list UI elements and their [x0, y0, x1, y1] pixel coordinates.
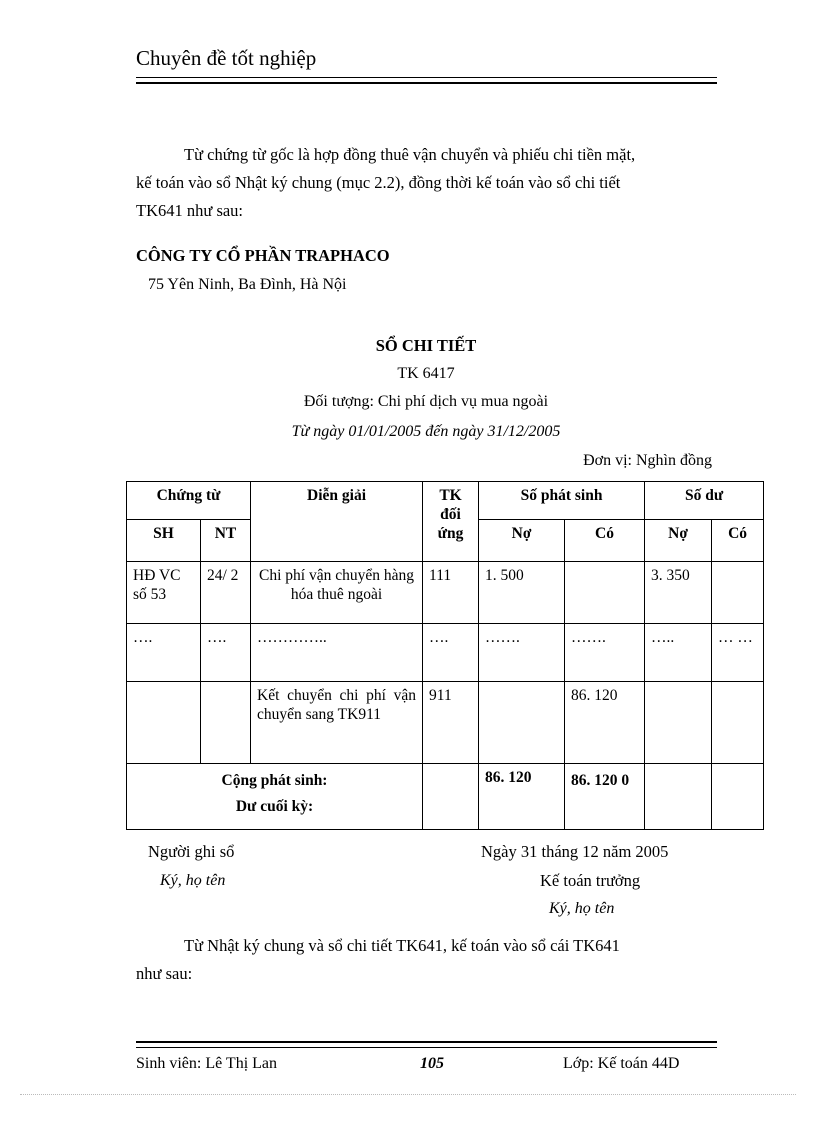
- total-arising-label: Cộng phát sinh:: [221, 772, 328, 789]
- cell-sh: ….: [127, 624, 201, 682]
- cell-contra-account: [423, 764, 479, 830]
- cell-balance-credit: … …: [712, 624, 764, 682]
- total-debit: 86. 120: [479, 764, 565, 830]
- header-balance-credit: Có: [712, 520, 764, 562]
- ledger-account: TK 6417: [397, 365, 455, 382]
- intro-line: TK641 như sau:: [136, 201, 244, 220]
- header-voucher: Chứng từ: [127, 482, 251, 520]
- page-edge: [20, 1094, 796, 1095]
- chief-accountant-sign-note: Ký, họ tên: [549, 900, 615, 917]
- footer-class: Lớp: Kế toán 44D: [563, 1055, 680, 1072]
- outro-line: Từ Nhật ký chung và sổ chi tiết TK641, kế toán vào sổ cái TK641: [184, 936, 620, 955]
- document-header-title: Chuyên đề tốt nghiệp: [136, 46, 317, 70]
- cell-balance-debit: [645, 682, 712, 764]
- cell-balance-debit: 3. 350: [645, 562, 712, 624]
- recorder-sign-note: Ký, họ tên: [160, 872, 226, 889]
- cell-debit: …….: [479, 624, 565, 682]
- table-row: [127, 624, 764, 682]
- ledger-title: SỔ CHI TIẾT: [375, 336, 477, 355]
- page-number: 105: [420, 1055, 444, 1072]
- recorder-title: Người ghi sổ: [148, 842, 235, 861]
- cell-contra-account: 911: [423, 682, 479, 764]
- intro-line: Từ chứng từ gốc là hợp đồng thuê vận chuyển và phiếu chi tiền mặt,: [184, 145, 636, 164]
- header-balance: Số dư: [645, 482, 764, 520]
- totals-label: [127, 764, 423, 830]
- header-contra-account: TK đối ứng: [423, 482, 479, 562]
- ledger-unit: Đơn vị: Nghìn đồng: [583, 452, 712, 469]
- ledger-table: [126, 481, 764, 830]
- totals-row: [127, 764, 764, 830]
- company-name: CÔNG TY CỔ PHẦN TRAPHACO: [136, 246, 390, 265]
- header-balance-debit: Nợ: [645, 520, 712, 562]
- cell-credit: [565, 562, 645, 624]
- outro-line: như sau:: [136, 964, 193, 983]
- cell-credit: 86. 120: [565, 682, 645, 764]
- outro-paragraph: [136, 932, 716, 988]
- intro-paragraph: [136, 141, 716, 225]
- cell-sh: HĐ VC số 53: [127, 562, 201, 624]
- ledger-period: Từ ngày 01/01/2005 đến ngày 31/12/2005: [291, 423, 561, 440]
- header-debit: Nợ: [479, 520, 565, 562]
- cell-debit: [479, 682, 565, 764]
- cell-balance-credit: [712, 682, 764, 764]
- cell-debit: 1. 500: [479, 562, 565, 624]
- cell-nt: ….: [201, 624, 251, 682]
- signature-date: Ngày 31 tháng 12 năm 2005: [481, 842, 669, 861]
- cell-balance-credit: [712, 562, 764, 624]
- header-sh: SH: [127, 520, 201, 562]
- cell-nt: 24/ 2: [201, 562, 251, 624]
- table-row: [127, 562, 764, 624]
- header-description: Diễn giải: [251, 482, 423, 562]
- header-divider: [136, 77, 717, 84]
- header-nt: NT: [201, 520, 251, 562]
- cell-description: …………..: [251, 624, 423, 682]
- footer-student: Sinh viên: Lê Thị Lan: [136, 1055, 278, 1072]
- header-arising: Số phát sinh: [479, 482, 645, 520]
- company-address: 75 Yên Ninh, Ba Đình, Hà Nội: [148, 276, 347, 293]
- cell-contra-account: 111: [423, 562, 479, 624]
- closing-balance-label: Dư cuối kỳ:: [235, 798, 314, 815]
- footer-divider: [136, 1041, 717, 1048]
- table-row: [127, 682, 764, 764]
- cell-credit: …….: [565, 624, 645, 682]
- cell-balance-credit: [712, 764, 764, 830]
- chief-accountant-title: Kế toán trưởng: [540, 871, 641, 890]
- cell-balance-debit: …..: [645, 624, 712, 682]
- cell-description: Kết chuyển chi phí vận chuyển sang TK911: [251, 682, 423, 764]
- intro-line: kế toán vào sổ Nhật ký chung (mục 2.2), đồng thời kế toán vào sổ chi tiết: [136, 173, 621, 192]
- ledger-object: Đối tượng: Chi phí dịch vụ mua ngoài: [303, 393, 549, 410]
- cell-sh: [127, 682, 201, 764]
- cell-balance-debit: [645, 764, 712, 830]
- cell-contra-account: ….: [423, 624, 479, 682]
- total-credit: 86. 120 0: [565, 764, 645, 830]
- cell-description: Chi phí vận chuyển hàng hóa thuê ngoài: [251, 562, 423, 624]
- cell-nt: [201, 682, 251, 764]
- header-credit: Có: [565, 520, 645, 562]
